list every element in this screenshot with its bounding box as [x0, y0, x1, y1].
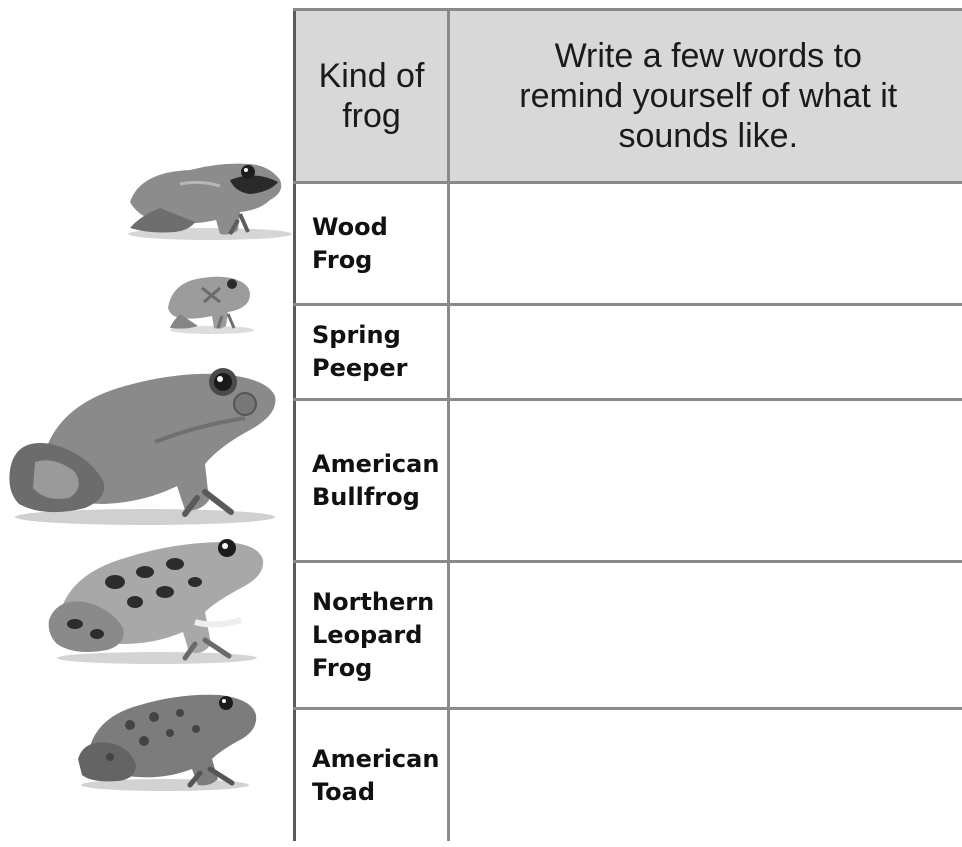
kind-of-frog-header: Kind of frog [295, 10, 449, 183]
sound-notes-cell-spring-peeper[interactable] [449, 305, 962, 400]
sound-notes-cell-wood-frog[interactable] [449, 183, 962, 305]
northern-leopard-frog-icon [45, 532, 270, 667]
frog-name-cell: American Bullfrog [295, 400, 449, 562]
sound-notes-cell-northern-leopard-frog[interactable] [449, 562, 962, 709]
american-toad-icon [70, 685, 260, 793]
spring-peeper-icon [162, 268, 262, 336]
table-row-wood-frog [295, 183, 962, 305]
american-bullfrog-icon [5, 352, 285, 527]
sound-notes-cell-american-bullfrog[interactable] [449, 400, 962, 562]
frog-sounds-table [293, 8, 962, 841]
frog-name-cell: American Toad [295, 709, 449, 842]
table-row-american-bullfrog [295, 400, 962, 562]
frog-name-cell: Northern Leopard Frog [295, 562, 449, 709]
frog-illustrations [0, 0, 296, 847]
table-row-spring-peeper [295, 305, 962, 400]
sound-notes-cell-american-toad[interactable] [449, 709, 962, 842]
table-row-american-toad [295, 709, 962, 842]
frog-name-cell: Spring Peeper [295, 305, 449, 400]
table-header-row [295, 10, 962, 183]
wood-frog-icon [120, 150, 295, 245]
frog-name-cell: Wood Frog [295, 183, 449, 305]
sound-notes-header: Write a few words to remind yourself of what it sounds like. [449, 10, 962, 183]
table-row-northern-leopard-frog [295, 562, 962, 709]
